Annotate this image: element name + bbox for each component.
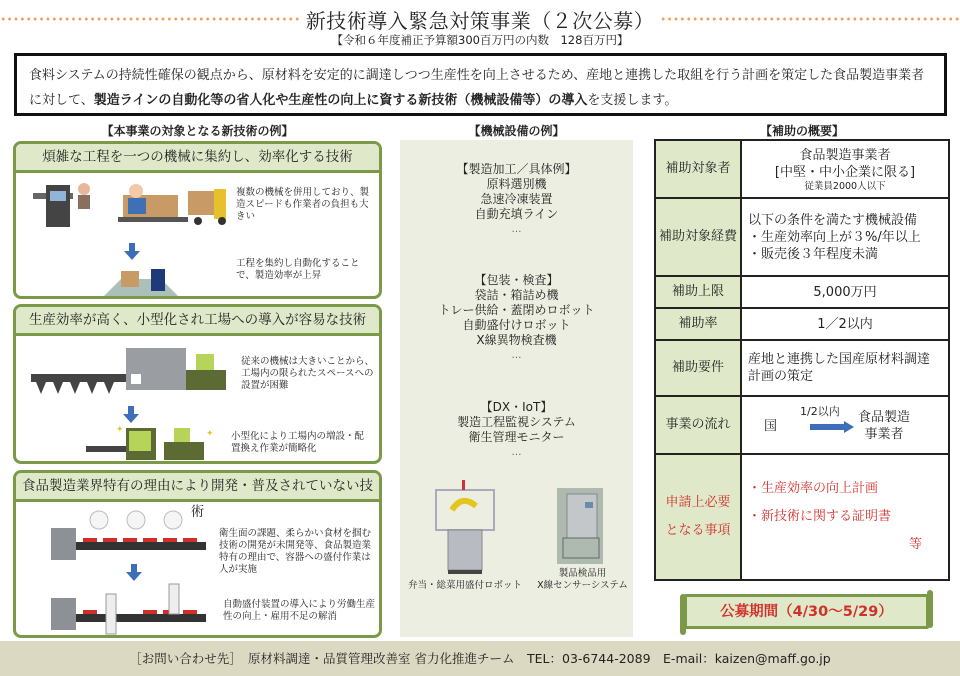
scroll-roll-right <box>927 590 933 628</box>
robot-serving-illustration <box>51 574 211 636</box>
tech-card-3-before-note: 衛生面の課題、柔らかい食材を掴む技術の開発が未開発等、食品製造業特有の理由で、容器への盛付作業は人が実施 <box>219 528 372 575</box>
row-key: 補助上限 <box>655 276 741 308</box>
table-row <box>655 308 949 340</box>
right-heading: 【補助の概要】 <box>759 124 844 138</box>
more-ellipsis: … <box>511 350 522 361</box>
svg-text:✦: ✦ <box>116 425 124 435</box>
arrow-right-icon <box>810 421 854 433</box>
equipment-group-dx-iot <box>400 400 633 460</box>
tech-card-2-after-note: 小型化により工場内の増設・配置換え作業が簡略化 <box>231 431 365 454</box>
robot-arm-illustration <box>101 269 181 299</box>
left-heading: 【本事業の対象となる新技術の例】 <box>101 124 294 138</box>
row-key: 補助要件 <box>655 340 741 396</box>
flow-to-1: 食品製造 <box>858 410 911 425</box>
xray-system-caption-2: X線センサーシステム <box>537 580 628 591</box>
row-key: 補助対象経費 <box>655 198 741 276</box>
required-item: ・生産効率の向上計画 <box>748 481 879 496</box>
equipment-group-packaging <box>400 273 633 363</box>
tech-card-2-before-note: 従来の機械は大きいことから、工場内の限られたスペースへの設置が困難 <box>241 356 375 391</box>
table-row <box>655 454 949 580</box>
title-row <box>0 6 960 32</box>
serving-robot-caption: 弁当・総菜用盛付ロボット <box>407 580 522 591</box>
equipment-item: 急速冷凍装置 <box>480 192 553 206</box>
page-title: 新技術導入緊急対策事業（２次公募） <box>305 8 655 33</box>
serving-robot-photo <box>434 480 496 575</box>
required-item: ・新技術に関する証明書 <box>748 509 892 524</box>
group-title: 【DX・IoT】 <box>480 400 553 414</box>
equipment-item: X線異物検査機 <box>476 333 557 347</box>
equipment-item: トレー供給・蓋閉めロボット <box>438 303 595 317</box>
more-ellipsis: … <box>511 224 522 235</box>
expense-value-2: ・生産効率向上が３%/年以上 <box>748 229 921 245</box>
intro-text-1: 食料システムの持続性確保の観点から、原材料を安定的に調達しつつ生産性を向上させるため、産地と連携した取組を行う計画を策定した食品製造事業者に対して、 <box>29 68 925 108</box>
svg-text:✦: ✦ <box>206 429 214 439</box>
tech-card-1-after-note: 工程を集約し自動化することで、製造効率が上昇 <box>236 258 360 281</box>
application-period-banner <box>678 590 935 631</box>
flow-from: 国 <box>764 419 778 434</box>
xray-system-caption-1: 製品検品用 <box>558 568 607 579</box>
down-arrow-icon <box>124 251 140 260</box>
tech-card-3 <box>13 470 382 638</box>
manual-serving-illustration <box>51 508 211 566</box>
subsidy-rate-value: 1／2以内 <box>741 308 949 340</box>
more-ellipsis: … <box>511 447 522 458</box>
intro-box <box>14 53 947 116</box>
equipment-item: 原料選別機 <box>486 177 547 191</box>
down-arrow-icon <box>123 414 139 423</box>
table-row <box>655 140 949 198</box>
expense-value-1: 以下の条件を満たす機械設備 <box>748 212 918 228</box>
xray-system-photo <box>557 488 603 564</box>
group-title: 【製造加工／具体例】 <box>456 162 577 176</box>
expense-value-3: ・販売後３年程度未満 <box>748 246 879 262</box>
scroll-roll-left <box>680 594 686 635</box>
flow-cell <box>741 396 949 454</box>
large-machine-illustration <box>31 346 226 396</box>
row-key: 補助対象者 <box>655 140 741 198</box>
tech-card-1-before-note: 複数の機械を併用しており、製造スピードも作業者の負担も大きい <box>236 187 370 222</box>
group-title: 【包装・検査】 <box>474 273 559 287</box>
compact-machine-illustration <box>86 424 216 462</box>
eligible-value-2: [中堅・中小企業に限る] <box>774 164 916 180</box>
tech-card-2 <box>13 304 382 464</box>
row-key: 事業の流れ <box>655 396 741 454</box>
tech-card-3-after-note: 自動盛付装置の導入により労働生産性の向上・雇用不足の解消 <box>223 599 376 622</box>
intro-text-2: を支援します。 <box>587 93 678 108</box>
eligible-value-3: 従業員2000人以下 <box>804 180 886 192</box>
table-row <box>655 340 949 396</box>
equipment-item: 自動盛付けロボット <box>462 318 571 332</box>
application-period: 公募期間（4/30～5/29） <box>684 594 929 629</box>
table-row <box>655 276 949 308</box>
contact-footer: ［お問い合わせ先］ 原材料調達・品質管理改善室 省力化推進チーム TEL：03-6744-2089 E-mail：kaizen@maff.go.jp <box>0 641 960 676</box>
flow-rate: 1/2以内 <box>800 405 840 418</box>
summary-table <box>654 139 950 581</box>
middle-heading: 【機械設備の例】 <box>468 124 565 138</box>
budget-subtitle: 【令和６年度補正予算額300百万円の内数 128百万円】 <box>331 33 629 47</box>
equipment-item: 衛生管理モニター <box>468 430 565 444</box>
subsidy-cap-value: 5,000万円 <box>741 276 949 308</box>
table-row <box>655 198 949 276</box>
row-key: 申請上必要となる事項 <box>655 454 741 580</box>
tech-card-1 <box>13 141 382 299</box>
equipment-item: 製造工程監視システム <box>457 415 576 429</box>
table-row <box>655 396 949 454</box>
tech-card-3-title: 食品製造業界特有の理由により開発・普及されていない技術 <box>16 473 379 502</box>
flow-to-2: 事業者 <box>864 427 904 442</box>
required-etc: 等 <box>908 537 922 552</box>
requirement-value: 産地と連携した国産原材料調達計画の策定 <box>741 340 949 396</box>
equipment-item: 袋詰・箱詰め機 <box>474 288 559 302</box>
tech-card-2-title: 生産効率が高く、小型化され工場への導入が容易な技術 <box>16 307 379 336</box>
row-key: 補助率 <box>655 308 741 340</box>
tech-card-1-title: 煩雑な工程を一つの機械に集約し、効率化する技術 <box>16 144 379 173</box>
manual-process-illustration <box>28 181 233 231</box>
eligible-value-1: 食品製造事業者 <box>799 147 891 163</box>
intro-text-bold: 製造ラインの自動化等の省人化や生産性の向上に資する新技術（機械設備等）の導入 <box>93 93 588 108</box>
decorative-dots-left <box>0 17 300 21</box>
equipment-group-processing <box>400 162 633 237</box>
equipment-panel <box>400 140 633 637</box>
equipment-item: 自動充填ライン <box>474 207 559 221</box>
decorative-dots-right <box>660 17 960 21</box>
